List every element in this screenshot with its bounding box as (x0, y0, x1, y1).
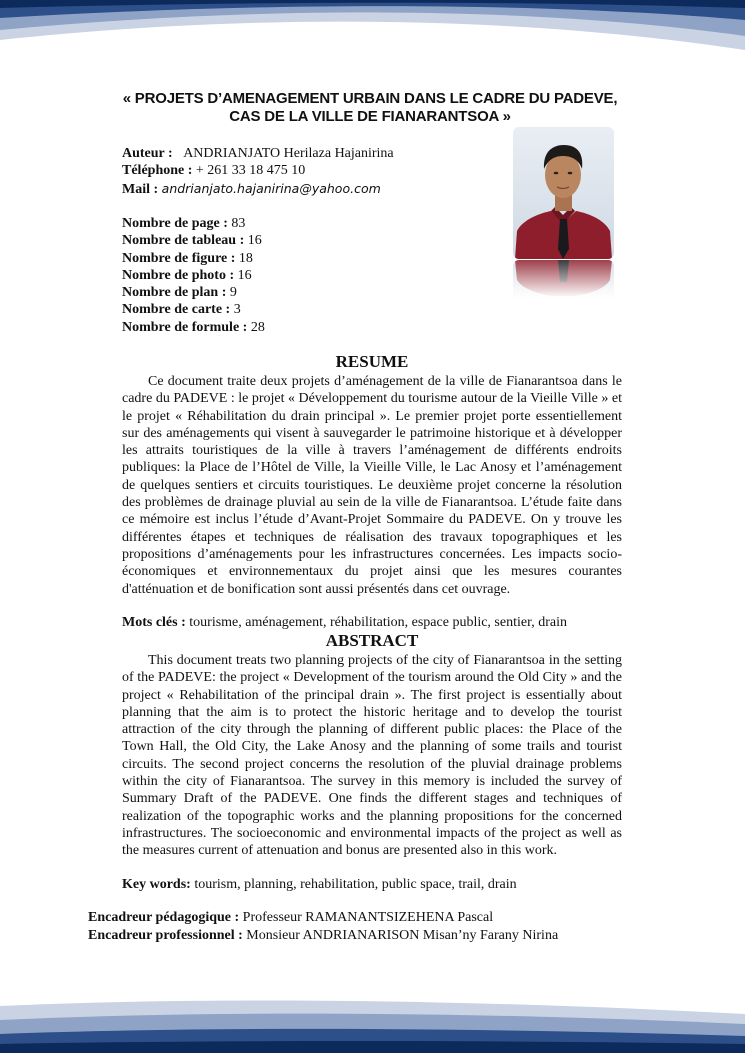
professional-label: Encadreur professionnel : (88, 928, 243, 943)
stat-row (122, 232, 265, 249)
author-photo-reflection (513, 260, 614, 298)
resume-keywords (122, 614, 567, 631)
stat-value: 83 (231, 216, 246, 231)
abstract-heading: ABSTRACT (325, 631, 419, 650)
resume-heading: RESUME (335, 352, 409, 371)
stat-label: Nombre de tableau : (122, 233, 245, 249)
author-line (122, 145, 394, 162)
keywords-value: tourism, planning, rehabilitation, public space, trail, drain (194, 877, 517, 892)
abstract-keywords (122, 876, 517, 893)
keywords-label: Mots clés : (122, 615, 186, 630)
stat-label: Nombre de figure : (122, 250, 236, 266)
pedagogic-supervisor (88, 909, 493, 927)
stat-value: 3 (233, 302, 241, 318)
author-photo (513, 127, 614, 259)
resume-text: Ce document traite deux projets d’aménagement de la ville de Fianarantsoa dans le cadre du PADEVE : le projet « Développement du tourisme autour de la Vieille Ville » et le projet « Réhabilitation du drain principal ». Le premier projet porte essentiellement sur des aménagements qui visent à sauvegarder le patrimoine historique et à développer les attraits touristiques de la ville à travers l’aménagement de différents endroits publiques: la Place de l’Hôtel de Ville, la Vieille Ville, le Lac Anosy et l’aménagement de quelques sentiers et circuits touristiques. Le deuxième projet concerne la résolution des problèmes de drainage pluvial au sein de la ville de Fianarantsoa. L’étude faite dans ce mémoire est inclus l’étude d’Avant-Projet Sommaire du PADEVE. On y trouve les différentes étapes et techniques de réalisation des travaux topographiques et les propositions d’aménagements pour les infrastructures concernées. Les impacts socio-économiques et environnementaux du projet ainsi que les mesures courantes d'atténuation et de bonification sont aussi présentés dans cet ouvrage. (122, 374, 622, 597)
stats-list (122, 215, 265, 336)
stat-row (122, 284, 265, 301)
author-value: ANDRIANJATO Herilaza Hajanirina (183, 146, 394, 161)
title-line-2: CAS DE LA VILLE DE FIANARANTSOA » (229, 108, 511, 125)
professional-supervisor (88, 927, 558, 945)
professional-value: Monsieur ANDRIANARISON Misan’ny Farany Nirina (246, 928, 559, 943)
stat-value: 18 (238, 250, 253, 266)
phone-line (122, 162, 305, 179)
author-label: Auteur : (122, 146, 173, 161)
stat-label: Nombre de formule : (122, 319, 248, 335)
title-line-1: « PROJETS D’AMENAGEMENT URBAIN DANS LE CADRE DU PADEVE, (122, 90, 618, 107)
stat-label: Nombre de carte : (122, 302, 231, 318)
stat-row (122, 319, 265, 336)
stat-row (122, 215, 265, 232)
bottom-decorative-banner (0, 992, 745, 1053)
stat-value: 28 (250, 319, 265, 335)
keywords-label: Key words: (122, 877, 191, 892)
stat-row (122, 250, 265, 267)
keywords-value: tourisme, aménagement, réhabilitation, espace public, sentier, drain (189, 615, 567, 630)
phone-value: + 261 33 18 475 10 (195, 163, 306, 178)
stat-value: 9 (229, 285, 237, 301)
stat-row (122, 267, 265, 284)
mail-line (122, 180, 381, 198)
abstract-text: This document treats two planning projects of the city of Fianarantsoa in the setting of the PADEVE: the project « Development of the tourism around the Old City » and the project « Rehabilitation of the principal drain ». The first project is essentially about planning that the aim is to protect the historic heritage and to develop the tourist attraction of the city through the planning of different public places: the Place of the Town Hall, the Old City, the Lake Anosy and the planning of some trails and tourist circuits. The second project concerns the resolution of the pluvial drainage problems within the city of Fianarantsoa. The survey in this memory is included the survey of Summary Draft of the PADEVE. One finds the different stages and techniques of realization of the topographic works and the planning propositions for the concerned infrastructures. The socioeconomic and environmental impacts of the project as well as the measures current of attenuation and bonus are presented also in this work. (122, 653, 622, 859)
mail-value: andrianjato.hajanirina@yahoo.com (161, 181, 381, 196)
stat-label: Nombre de plan : (122, 285, 227, 301)
stat-value: 16 (247, 233, 262, 249)
stat-label: Nombre de photo : (122, 267, 235, 283)
mail-label: Mail : (122, 182, 159, 197)
phone-label: Téléphone : (122, 163, 193, 178)
top-decorative-banner (0, 0, 745, 60)
stat-label: Nombre de page : (122, 216, 228, 231)
document-title (110, 90, 630, 126)
stat-value: 16 (237, 267, 252, 283)
stat-row (122, 301, 265, 318)
pedagogic-label: Encadreur pédagogique : (88, 910, 240, 925)
pedagogic-value: Professeur RAMANANTSIZEHENA Pascal (242, 910, 494, 925)
